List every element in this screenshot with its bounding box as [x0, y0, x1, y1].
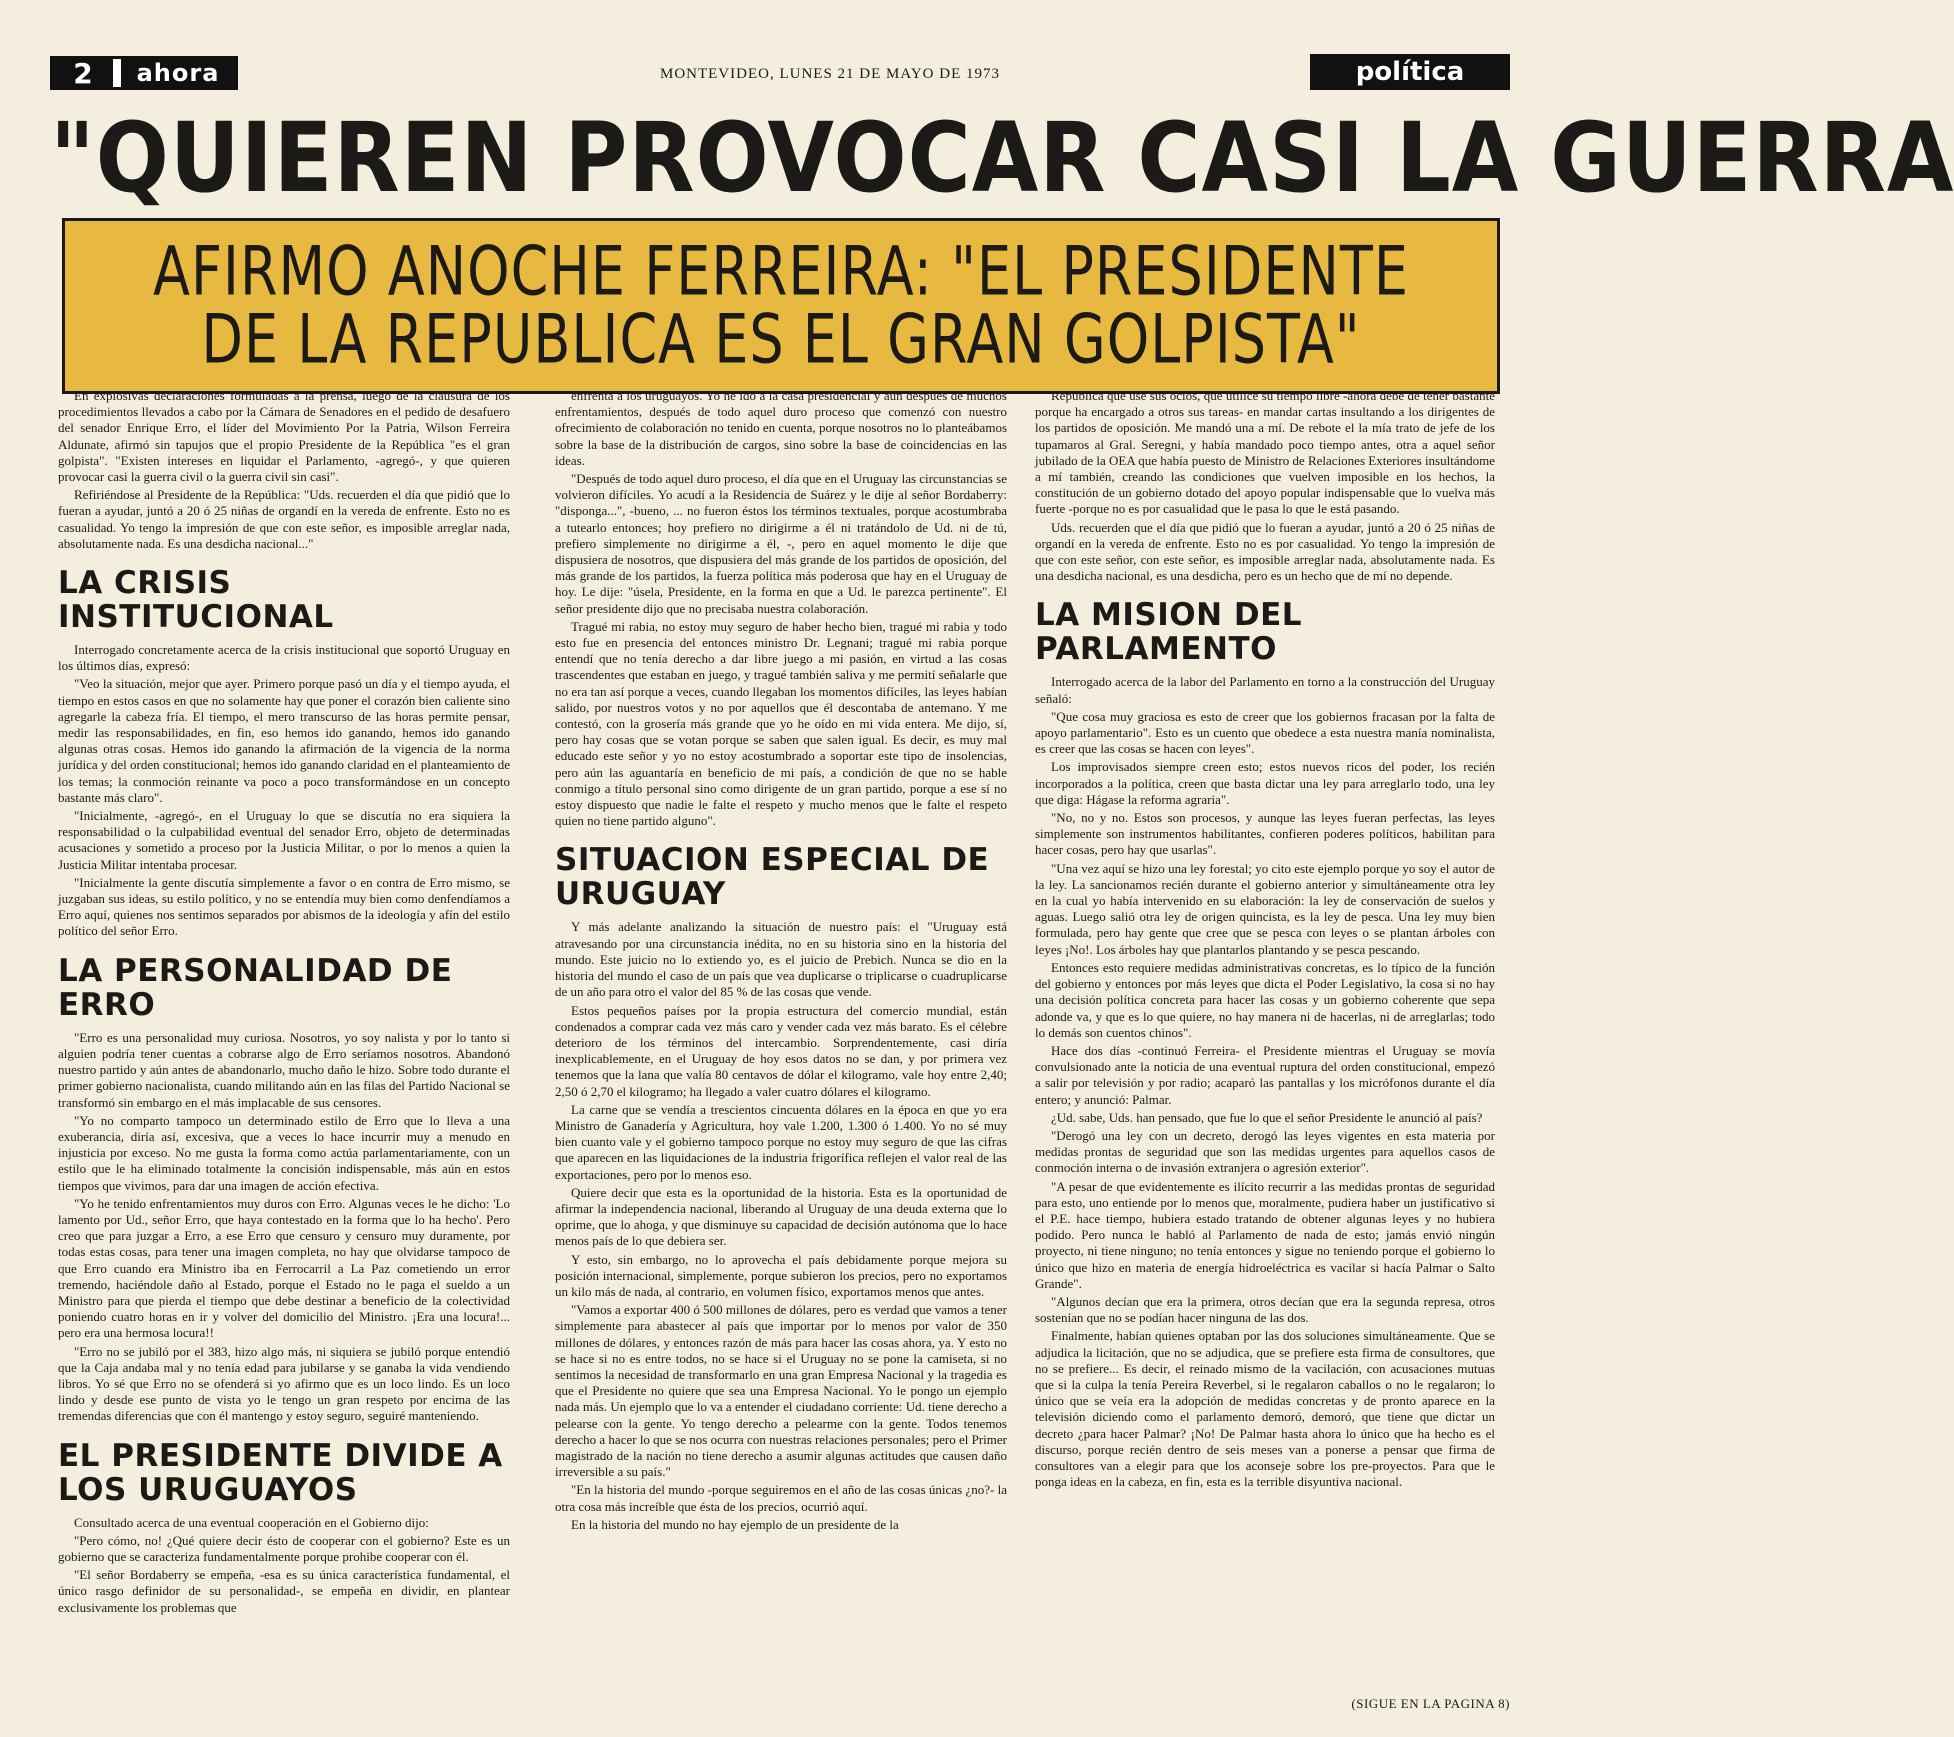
- column-3: [1035, 388, 1495, 1688]
- paragraph: Y más adelante analizando la situación de nuestro país: el "Uruguay está atravesando por una circunstancia inédita, no en su historia sino en la historia del mundo. Este juicio no lo extiendo yo, es el juicio de Prebich. Nunca se dio en la historia del mundo el caso de un país que vea duplicarse o triplicarse o cuadruplicarse de un año para otro el valor del 85 % de las cosas que vende.: [555, 919, 1007, 1000]
- paragraph: "Inicialmente la gente discutía simplemente a favor o en contra de Erro mismo, se juzgaban sus ideas, su estilo político, y no se entendía muy bien como denfendíamos a Erro aquí, quienes nos sentimos separados por abismos de la ideología y afín del estilo político del señor Erro.: [58, 874, 510, 939]
- paragraph: "Una vez aquí se hizo una ley forestal; yo cito este ejemplo porque yo soy el autor de la ley. La sancionamos recién durante el gobierno anterior y simultáneamente otra ley en la cual yo había intervenido en su elaboración: la ley de conservación de suelos y aguas. Luego salió otra ley de origen quincista, es la ley de pesca. Una ley muy bien formulada, pero hay gente que cree que se pesca con leyes o se plantan árboles con leyes ¡No!. Los árboles hay que plantarlos plantando y se pesca pescando.: [1035, 860, 1495, 957]
- subheading-crisis: LA CRISIS INSTITUCIONAL: [58, 565, 334, 636]
- paragraph: "El señor Bordaberry se empeña, -esa es su única característica fundamental, el único rasgo definidor de su personalidad-, se empeña en dividir, en plantear exclusivamente los problemas que: [58, 1567, 510, 1615]
- paragraph: "Erro no se jubiló por el 383, hizo algo más, ni siquiera se jubiló porque entendió que la Caja andaba mal y no tenía edad para jubilarse y se ganaba la vida vendiendo libros. Yo sé que Erro no se ofenderá si yo afirmo que es un loco lindo. Es un loco lindo y desde ese punto de vista yo le tengo un gran respeto por encima de las tremendas diferencias que con él mantengo y estoy seguro, seguiré manteniendo.: [58, 1343, 510, 1424]
- paragraph: "Derogó una ley con un decreto, derogó las leyes vigentes en esta materia por medidas prontas de seguridad que son las medidas urgentes para aquellos casos de conmoción interna o de invasión extranjera o agresión exterior".: [1035, 1127, 1495, 1176]
- paragraph: Uds. recuerden que el día que pidió que lo fueran a ayudar, juntó a 20 ó 25 niñas de organdí en la vereda de enfrente. Esto no es por casualidad. Yo tengo la impresión de que con este señor, con este señor, es imposible arreglar nada, absolutamente nada. Es una desdicha nacional, es una desdicha, pero es un hecho que de mí no depende.: [1035, 519, 1495, 584]
- paragraph: "Inicialmente, -agregó-, en el Uruguay lo que se discutía no era siquiera la responsabilidad o la culpabilidad eventual del senador Erro, objeto de determinadas acusaciones y sometido a proceso por la Justicia Militar, o por lo menos a quien la Justicia Militar intentaba procesar.: [58, 808, 510, 872]
- paragraph: Los improvisados siempre creen esto; estos nuevos ricos del poder, los recién incorporados a la política, creen que basta dictar una ley para arreglarlo todo, una ley que diga: Hágase la reforma agraria".: [1035, 759, 1495, 807]
- deck-line-2: DE LA REPUBLICA ES EL GRAN GOLPISTA": [201, 300, 1361, 379]
- paragraph: "Yo no comparto tampoco un determinado estilo de Erro que lo lleva a una exuberancia, diría así, excesiva, que a veces lo hace incurrir muy a menudo en injusticia por exceso. No me gusta la forma como actúa parlamentariamente, con un estilo que le ha eliminado totalmente la concisión indispensable, más aún en estos tiempos que vivimos, para dar una imagen de acción efectiva.: [58, 1112, 510, 1193]
- paragraph: Tragué mi rabia, no estoy muy seguro de haber hecho bien, tragué mi rabia y todo esto fue en presencia del entonces ministro Dr. Legnani; tragué mi rabia porque entendí que no tenía derecho a dar libre juego a mi pasión, en virtud a las cosas trascendentes que estaban en juego, y tragué también saliva y me permití señalarle que no era tan así porque a veces, cuando llegaban los momentos difíciles, las leyes habían salido, por nuestros votos y no por aquellos que él descontaba de antemano. Y me contestó, con la grosería más grande que yo he oído en mi vida entera. Me dijo, sí, pero hay cosas que se votan porque se saben que salen igual. Es decir, es muy mal educado este señor y yo no estoy acostumbrado a soportar este tipo de insolencias, pero aún las aguantaría en beneficio de mi país, a condición de que no se hable conmigo a título personal sino como dirigente de un gran partido, porque a ese sí no estoy dispuesto que nadie le falte el respeto y mucho menos que le falte el respeto quien no tiene partido alguno".: [555, 618, 1007, 829]
- paragraph: "En la historia del mundo -porque seguiremos en el año de las cosas únicas ¿no?- la otra cosa más increíble que ésta de los precios, ocurrió aquí.: [555, 1482, 1007, 1514]
- subheading-personalidad: LA PERSONALIDAD DE ERRO: [58, 952, 453, 1023]
- continued-note: (SIGUE EN LA PAGINA 8): [1351, 1696, 1510, 1711]
- deck-box: [62, 218, 1500, 394]
- brand-logo: ahora: [121, 59, 235, 87]
- paragraph: "Que cosa muy graciosa es esto de creer que los gobiernos fracasan por la falta de apoyo parlamentario". Esto es un cuento que obedece a esta nuestra manía nominalista, es creer que las cosas se hacen con leyes".: [1035, 708, 1495, 757]
- paragraph: "Yo he tenido enfrentamientos muy duros con Erro. Algunas veces le he dicho: 'Lo lamento por Ud., señor Erro, que haya contestado en la forma que lo ha hecho'. Pero creo que para juzgar a Erro, a ese Erro que censuro y censuro muy duramente, por todas estas cosas, para tener una imagen completa, no hay que olvidarse tampoco de que Erro cuando era Ministro iba en Ferrocarril a La Paz cometiendo un error tremendo, haciéndole daño al Estado, porque el Estado no le paga el sueldo a un Ministro para que pierda el tiempo que debe destinar a beneficio de la colectividad poniendo cuatro horas en ir y volver del domicilio del Ministro. ¡Era una locura!... pero era una hermosa locura!!: [58, 1195, 510, 1341]
- paragraph: "Después de todo aquel duro proceso, el día que en el Uruguay las circunstancias se volvieron difíciles. Yo acudí a la Residencia de Suárez y le dije al señor Bordaberry: "disponga...", -bueno, ... no fueron éstos los términos textuales, porque acostumbraba a tutearlo entonces; hoy prefiero no dirigirme a él ni tratándolo de Ud. ni de tú, prefiero simplemente no dirigirme a él, -, pero en aquel momento le dije que dispusiera de nosotros, que dispusiera del más grande de los partidos de oposición, del más grande de los partidos, la fuerza política más poderosa que hay en el Uruguay de hoy. Le dije: "úsela, Presidente, en la forma en que a Ud. le parezca pertinente". El señor presidente dijo que no precisaba nuestra colaboración.: [555, 471, 1007, 616]
- paragraph: "Algunos decían que era la primera, otros decían que era la segunda represa, otros sostenían que no se podían hacer ninguna de las dos.: [1035, 1293, 1495, 1326]
- subheading-presidente: EL PRESIDENTE DIVIDE A LOS URUGUAYOS: [58, 1437, 503, 1508]
- column-1: [58, 388, 510, 1688]
- paragraph: República que use sus ocios, que utilice su tiempo libre -ahora debe de tener bastante porque ha encargado a otros sus tareas- en mandar cartas insultando a los dirigentes de los partidos de oposición. Me mandó una a mí. De rebote el la mía trato de jefe de los tupamaros al Gral. Seregni, y había mandado poco tiempo antes, otra a aquel señor jubilado de la OEA que había puesto de Ministro de Relaciones Exteriores insultándome a mí también, creando las condiciones que vuelven imposible en los hechos, la constitución de un gobierno dotado del apoyo popular indispensable que lo vuelva más fuerte -porque no es por casualidad que le pasa lo que le está pasando.: [1035, 388, 1495, 517]
- deck-line-1: AFIRMO ANOCHE FERREIRA: "EL PRESIDENTE: [153, 232, 1409, 311]
- dateline: MONTEVIDEO, LUNES 21 DE MAYO DE 1973: [659, 66, 1000, 82]
- paragraph: En explosivas declaraciones formuladas a la prensa, luego de la clausura de los procedimientos llevados a cabo por la Cámara de Senadores en el pedido de desafuero del senador Enrique Erro, el líder del Movimiento Por la Patria, Wilson Ferreira Aldunate, afirmó sin tapujos que el propio Presidente de la República "es el gran golpista". "Existen intereses en liquidar el Parlamento, -agregó-, y que quieren provocar casi la guerra civil o la guerra civil sin casi".: [58, 388, 510, 485]
- paragraph: La carne que se vendía a trescientos cincuenta dólares en la época en que yo era Ministro de Ganadería y Agricultura, hoy vale 1.200, 1.300 ó 1.400. Yo no sé muy bien cuanto vale y el gobierno tampoco porque no estoy muy seguro de que las cifras que aparecen en las liquidaciones de la industria frigorífica reflejen el valor real de las exportaciones, pero por lo menos eso.: [555, 1101, 1007, 1182]
- page-number: 2: [53, 59, 113, 87]
- paragraph: Entonces esto requiere medidas administrativas concretas, es lo típico de la función del gobierno y entonces por más leyes que dicta el Poder Legislativo, la cosa si no hay una decisión política concreta para hacer las cosas y un gobierno coherente que sepa adonde va, y que es lo que quiere, no hay manera ni de hacerlas, ni de arreglarlas; todo lo demás son cuentos chinos".: [1035, 959, 1495, 1040]
- paragraph: Interrogado concretamente acerca de la crisis institucional que soportó Uruguay en los últimos días, expresó:: [58, 642, 510, 674]
- paragraph: Y esto, sin embargo, no lo aprovecha el país debidamente porque mejora su posición internacional, simplemente, porque subieron los precios, pero no exportamos un kilo más de nada, al contrario, en volumen físico, exportamos menos que antes.: [555, 1251, 1007, 1299]
- column-2: [555, 388, 1007, 1688]
- paragraph: "Erro es una personalidad muy curiosa. Nosotros, yo soy nalista y por lo tanto si alguien podría tener cuentas a cobrarse algo de Erro seríamos nosotros. Abandonó nuestro partido y aún antes de abandonarlo, mucho daño le hizo. Sobre todo durante el primer gobierno nacionalista, cuando militando aún en las filas del Partido Nacional se transformó sin embargo en el más implacable de sus censores.: [58, 1029, 510, 1110]
- paragraph: Hace dos días -continuó Ferreira- el Presidente mientras el Uruguay se movía convulsionado ante la noticia de una eventual ruptura del orden constitucional, empezó a salir por televisión y por radio; acaparó las pantallas y los micrófonos durante el día entero; y anunció: Palmar.: [1035, 1042, 1495, 1107]
- paragraph: "Veo la situación, mejor que ayer. Primero porque pasó un día y el tiempo ayuda, el tiempo en estos casos en que no solamente hay que poner el corazón bien caliente sino agregarle la cabeza fría. El tiempo, el mero transcurso de las horas permite pensar, medir las responsabilidades, en fin, eso hemos ido ganando, hemos ido ganando algunas otras cosas. Hemos ido ganando la afirmación de la vigencia de la norma jurídica y del orden constitucional; hemos ido ganando claridad en el planteamiento de los temas; la conmoción reinante va poco a poco transformándose en un concepto bastante más claro".: [58, 676, 510, 805]
- subheading-mision: LA MISION DEL PARLAMENTO: [1035, 597, 1303, 668]
- paragraph: Estos pequeños países por la propia estructura del comercio mundial, están condenados a comprar cada vez más caro y vender cada vez más barato. Es el célebre deterioro de los términos del intercambio. Sorprendentemente, casi diría inexplicablemente, en el Uruguay de hoy esos datos no se dan, y por primera vez tenemos que la lana que valía 80 centavos de dólar el kilogramo, vale hoy entre 2,40; 2,50 ó 2,70 el kilogramo; ha llegado a valer cuatro dólares el kilogramo.: [555, 1002, 1007, 1099]
- masthead: [50, 48, 1510, 96]
- paragraph: Quiere decir que esta es la oportunidad de la historia. Esta es la oportunidad de afirmar la independencia nacional, liberando al Uruguay de una deuda externa que lo oprime, que lo ahoga, y que disminuye su capacidad de decisión autónoma que lo hace menos país de lo que debiera ser.: [555, 1184, 1007, 1249]
- paragraph: enfrenta a los uruguayos. Yo he ido a la casa presidencial y aún después de muchos enfrentamientos, después de todo aquel duro proceso que comenzó con nuestro ofrecimiento de colaboración no tenido en cuenta, porque nosotros no lo planteábamos sobre la base de la distribución de cargos, sino sobre la base de coincidencias en las ideas.: [555, 388, 1007, 468]
- paragraph: Finalmente, habían quienes optaban por las dos soluciones simultáneamente. Que se adjudica la licitación, que no se adjudica, que se prefiere esta firma de consultores, que no se prefiere... Es decir, el reinado mismo de la vacilación, con acusaciones mutuas que si la culpa la tenía Pereira Reverbel, si le regalaron caballos o no le regalaron; lo único que se veía era la adopción de medidas concretas y de pronto aparece en la televisión diciendo como el parlamento demoró, demoró, que tiene que dictar un decreto ¿para hacer Palmar? ¡No! De Palmar hasta ahora lo único que ha hecho es el discurso, porque recién dentro de seis meses van a ponerse a pensar que firma de consultores van a elegir para que los aconseje sobre los pre-proyectos. Para que le ponga ideas en la cabeza, en fin, esta es la terrible disyuntiva nacional.: [1035, 1328, 1495, 1490]
- paragraph: "Vamos a exportar 400 ó 500 millones de dólares, pero es verdad que vamos a tener simplemente para abastecer al país que importar por lo menos por valor de 350 millones de dólares, y entonces razón de más para hacer las cosas ahora, ya. Y esto no se hace si no es entre todos, no se hace si el Uruguay no se pone la camiseta, si no sentimos la necesidad de transformarlo en una gran Empresa Nacional y la tragedia es que el Presidente no quiere que sea una Empresa Nacional. Yo le pongo un ejemplo nada más. Un ejemplo que lo va a entender el ciudadano corriente: Ud. tiene derecho a pelearse con la gente. Yo tengo derecho a pelearme con la gente. Todos tenemos derecho a hacer lo que se nos ocurra con nuestras relaciones personales; pero el Primer magistrado de la nación no tiene derecho a asumir algunas actitudes que causen daño irreversible a su país.": [555, 1302, 1007, 1480]
- headline: "QUIEREN PROVOCAR CASI LA GUERRA: [50, 102, 1954, 215]
- paragraph: En la historia del mundo no hay ejemplo de un presidente de la: [571, 1516, 899, 1532]
- subheading-situacion: SITUACION ESPECIAL DE URUGUAY: [555, 842, 990, 913]
- paragraph: "Pero cómo, no! ¿Qué quiere decir ésto de cooperar con el gobierno? Este es un gobierno que se caracteriza fundamentalmente porque prohibe cooperar con él.: [58, 1532, 510, 1564]
- paragraph: ¿Ud. sabe, Uds. han pensado, que fue lo que el señor Presidente le anunció al país?: [1051, 1109, 1483, 1125]
- paragraph: Interrogado acerca de la labor del Parlamento en torno a la construcción del Uruguay señaló:: [1035, 674, 1495, 706]
- paragraph: "A pesar de que evidentemente es ilícito recurrir a las medidas prontas de seguridad para esto, uno entiende por lo menos que, moralmente, pudiera haber un justificativo si el P.E. hace tiempo, hubiera estado tratando de obtener algunas leyes y no hubiera podido. Pero nunca le habló al Parlamento de nada de esto; jamás envió ningún proyecto, ni tiene ninguno; no tenía entonces y sigue no teniendo porque el gobierno lo único que hizo en materia de energía hidroeléctrica es vacilar si hacía Palmar o Salto Grande".: [1035, 1178, 1495, 1291]
- paragraph: "No, no y no. Estos son procesos, y aunque las leyes fueran perfectas, las leyes simplemente son instrumentos habilitantes, confieren poderes políticos, habilitan para hacer cosas, pero hay que usarlas".: [1035, 810, 1495, 858]
- paragraph: Consultado acerca de una eventual cooperación en el Gobierno dijo:: [74, 1514, 429, 1530]
- page-badge: [50, 56, 238, 90]
- paragraph: Refiriéndose al Presidente de la República: "Uds. recuerden el día que pidió que lo fueran a ayudar, juntó a 20 ó 25 niñas de organdí en la vereda de enfrente. Esto no es casualidad. Yo tengo la impresión de que con este señor, es imposible arreglar nada, absolutamente nada. Es una desdicha nacional...": [58, 487, 510, 551]
- section-label: política: [1310, 54, 1510, 90]
